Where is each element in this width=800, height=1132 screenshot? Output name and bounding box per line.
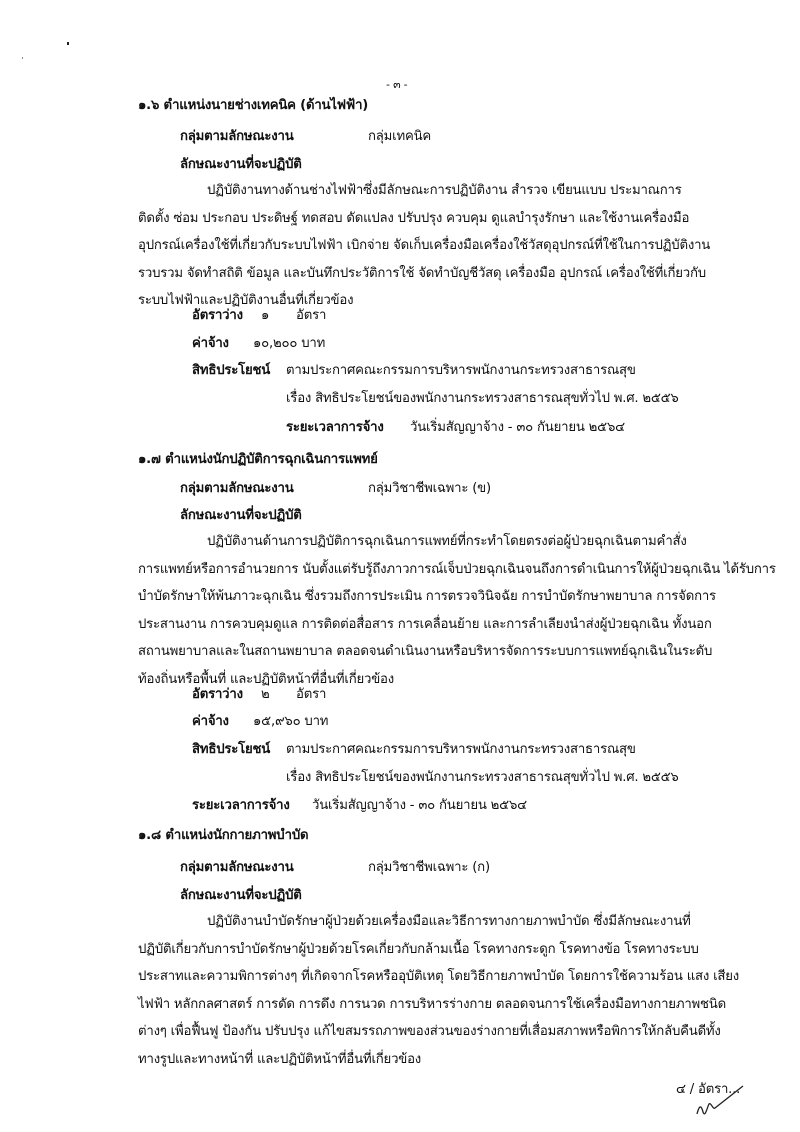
vacancy-label: อัตราว่าง: [192, 308, 243, 323]
wage-label: ค่าจ้าง: [192, 336, 229, 351]
group-label: กลุ่มตามลักษณะงาน: [180, 481, 294, 496]
section-heading-1-7: ๑.๗ ตำแหน่งนักปฏิบัติการฉุกเฉินการแพทย์: [138, 452, 378, 467]
group-value: กลุ่มวิชาชีพเฉพาะ (ข): [368, 481, 491, 496]
benefits-label: สิทธิประโยชน์: [192, 363, 271, 378]
duties-paragraph: [138, 177, 710, 315]
group-value: กลุ่มเทคนิค: [368, 129, 432, 144]
duties-line: บำบัดรักษาให้พ้นภาวะฉุกเฉิน ซึ่งรวมถึงการประเมิน การตรวจวินิจฉัย การบำบัดรักษาพยาบาล การจัดการ: [138, 589, 716, 604]
vacancy-count: ๑: [261, 308, 270, 323]
duties-paragraph: [138, 908, 739, 1073]
group-value: กลุ่มวิชาชีพเฉพาะ (ก): [368, 860, 490, 875]
wage-value: ๑๕,๙๖๐ บาท: [253, 714, 329, 729]
benefits-line-1: ตามประกาศคณะกรรมการบริหารพนักงานกระทรวงสาธารณสุข: [286, 742, 636, 757]
term-label: ระยะเวลาการจ้าง: [286, 420, 384, 435]
duties-line: ท้องถิ่นหรือพื้นที่ และปฏิบัติหน้าที่อื่นที่เกี่ยวข้อง: [138, 671, 394, 687]
duties-line: รวบรวม จัดทำสถิติ ข้อมูล และบันทึกประวัติการใช้ จัดทำบัญชีวัสดุ เครื่องมือ อุปกรณ์ เครื่องใช้ที่เกี่ยวกับ: [138, 265, 706, 281]
duties-line: ประสาทและความพิการต่างๆ ที่เกิดจากโรคหรืออุบัติเหตุ โดยวิธีกายภาพบำบัด โดยการใช้ความร้อน แสง เสียง: [138, 969, 739, 984]
duties-line: ติดตั้ง ซ่อม ประกอบ ประดิษฐ์ ทดสอบ ดัดแปลง ปรับปรุง ควบคุม ดูแลบำรุงรักษา และใช้งานเครื่องมือ: [138, 210, 690, 226]
duties-line: ระบบไฟฟ้าและปฏิบัติงานอื่นที่เกี่ยวข้อง: [138, 293, 354, 308]
term-value: วันเริ่มสัญญาจ้าง - ๓๐ กันยายน ๒๕๖๔: [410, 420, 625, 435]
duties-line: ปฏิบัติงานบำบัดรักษาผู้ป่วยด้วยเครื่องมือและวิธีการทางกายภาพบำบัด ซึ่งมีลักษณะงานที่: [207, 914, 691, 929]
vacancy-count: ๒: [261, 687, 270, 702]
duties-line: สถานพยาบาลและในสถานพยาบาล ตลอดจนดำเนินงานหรือบริหารจัดการระบบการแพทย์ฉุกเฉินในระดับ: [138, 644, 713, 659]
duties-line: ไฟฟ้า หลักกลศาสตร์ การดัด การดึง การนวด การบริหารร่างกาย ตลอดจนการใช้เครื่องมือทางกายภาพชนิด: [138, 996, 726, 1012]
vacancy-label: อัตราว่าง: [192, 687, 243, 702]
duties-line: ปฏิบัติเกี่ยวกับการบำบัดรักษาผู้ป่วยด้วยโรคเกี่ยวกับกล้ามเนื้อ โรคทางกระดูก โรคทางข้อ โรคทางระบบ: [138, 941, 699, 957]
continuation-marker: ๔ / อัตรา...: [676, 1082, 741, 1097]
section-heading-1-8: ๑.๘ ตำแหน่งนักกายภาพบำบัด: [138, 828, 309, 843]
duties-line: ต่างๆ เพื่อฟื้นฟู ป้องกัน ปรับปรุง แก้ไขสมรรถภาพของส่วนของร่างกายที่เสื่อมสภาพหรือพิการให้กลับคืนดีทั้ง: [138, 1024, 721, 1039]
duties-label: ลักษณะงานที่จะปฏิบัติ: [180, 508, 302, 523]
page-number: - ๓ -: [386, 78, 408, 91]
wage-label: ค่าจ้าง: [192, 714, 229, 729]
vacancy-unit: อัตรา: [296, 308, 327, 323]
benefits-line-2: เรื่อง สิทธิประโยชน์ของพนักงานกระทรวงสาธารณสุขทั่วไป พ.ศ. ๒๕๕๖: [286, 391, 679, 406]
duties-line: อุปกรณ์เครื่องใช้ที่เกี่ยวกับระบบไฟฟ้า เบิกจ่าย จัดเก็บเครื่องมือเครื่องใช้วัสดุอุปกรณ์ที่ใช้ในการปฏิบัติงาน: [138, 238, 711, 253]
duties-line: ประสานงาน การควบคุมดูแล การติดต่อสื่อสาร การเคลื่อนย้าย และการลำเลียงนำส่งผู้ป่วยฉุกเฉิน ทั้งนอก: [138, 616, 712, 632]
duties-label: ลักษณะงานที่จะปฏิบัติ: [180, 888, 302, 903]
scan-speck: [67, 42, 69, 45]
vacancy-unit: อัตรา: [296, 687, 327, 702]
term-value: วันเริ่มสัญญาจ้าง - ๓๐ กันยายน ๒๕๖๔: [312, 798, 527, 813]
duties-label: ลักษณะงานที่จะปฏิบัติ: [180, 157, 302, 172]
duties-line: ปฏิบัติงานด้านการปฏิบัติการฉุกเฉินการแพทย์ที่กระทำโดยตรงต่อผู้ป่วยฉุกเฉินตามคำสั่ง: [207, 534, 687, 549]
duties-line: ทางรูปและทางหน้าที่ และปฏิบัติหน้าที่อื่นที่เกี่ยวข้อง: [138, 1051, 422, 1067]
benefits-line-2: เรื่อง สิทธิประโยชน์ของพนักงานกระทรวงสาธารณสุขทั่วไป พ.ศ. ๒๕๕๖: [286, 770, 679, 785]
benefits-line-1: ตามประกาศคณะกรรมการบริหารพนักงานกระทรวงสาธารณสุข: [286, 363, 636, 378]
duties-paragraph: [138, 528, 776, 693]
duties-line: ปฏิบัติงานทางด้านช่างไฟฟ้าซึ่งมีลักษณะการปฏิบัติงาน สำรวจ เขียนแบบ ประมาณการ: [207, 183, 682, 198]
wage-value: ๑๐,๒๐๐ บาท: [253, 336, 326, 351]
group-label: กลุ่มตามลักษณะงาน: [180, 129, 294, 144]
term-label: ระยะเวลาการจ้าง: [192, 798, 290, 813]
duties-line: การแพทย์หรือการอำนวยการ นับตั้งแต่รับรู้ถึงภาวการณ์เจ็บป่วยฉุกเฉินจนถึงการดำเนินการให้ผู้ป่วยฉุกเฉิน ได้รับการ: [138, 561, 776, 577]
scan-speck: [22, 57, 23, 59]
benefits-label: สิทธิประโยชน์: [192, 742, 271, 757]
signature-icon: [693, 1078, 753, 1120]
group-label: กลุ่มตามลักษณะงาน: [180, 860, 294, 875]
section-heading-1-6: ๑.๖ ตำแหน่งนายช่างเทคนิค (ด้านไฟฟ้า): [138, 98, 369, 113]
